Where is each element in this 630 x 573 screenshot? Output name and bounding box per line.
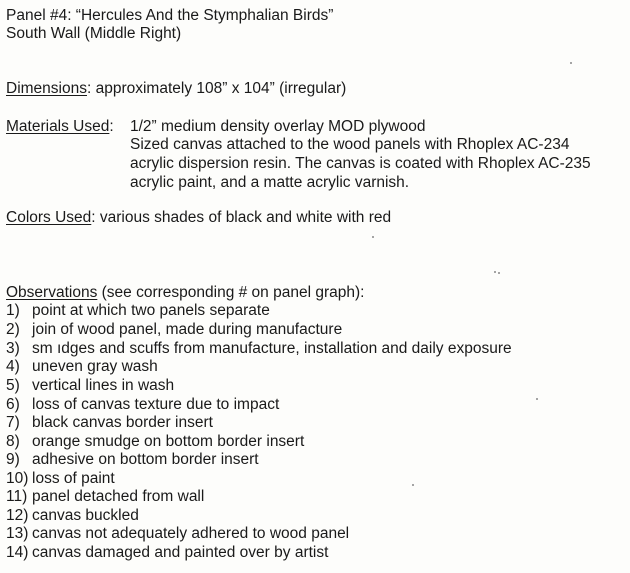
observation-item [6, 340, 512, 358]
scan-speck [412, 484, 414, 486]
observation-text: point at which two panels separate [32, 302, 270, 319]
observation-item [6, 377, 174, 395]
materials-line: Sized canvas attached to the wood panels with Rhoplex AC-234 [130, 136, 570, 153]
observations-label: Observations [6, 284, 98, 301]
colors-line [6, 209, 391, 227]
observations-suffix: (see corresponding # on panel graph): [97, 284, 365, 301]
observation-number: 8) [6, 433, 20, 450]
materials-line: 1/2” medium density overlay MOD plywood [130, 118, 426, 135]
observation-number: 12) [6, 507, 29, 524]
observation-text: adhesive on bottom border insert [32, 451, 259, 468]
observation-item [6, 525, 349, 543]
scan-speck [494, 271, 496, 273]
observation-item [6, 302, 270, 320]
colors-label: Colors Used [6, 209, 92, 226]
observation-text: join of wood panel, made during manufacture [32, 321, 343, 338]
observation-text: orange smudge on bottom border insert [32, 433, 305, 450]
materials-label: Materials Used [6, 118, 110, 135]
observation-number: 2) [6, 321, 20, 338]
observation-item [6, 488, 204, 506]
observation-number: 11) [6, 488, 28, 505]
observation-text: canvas buckled [32, 507, 139, 524]
observation-text: canvas not adequately adhered to wood panel [32, 525, 350, 542]
materials-colon: : [109, 118, 114, 135]
observation-text: loss of paint [32, 470, 115, 487]
observation-number: 9) [6, 451, 20, 468]
observation-item [6, 396, 279, 414]
observation-item [6, 414, 213, 432]
dimensions-value: : approximately 108” x 104” (irregular) [86, 80, 347, 97]
colors-value: : various shades of black and white with red [91, 209, 392, 226]
observation-item [6, 470, 115, 488]
materials-line: acrylic dispersion resin. The canvas is coated with Rhoplex AC-235 [130, 155, 591, 172]
observation-text: uneven gray wash [32, 358, 158, 375]
scan-speck [498, 272, 500, 274]
observation-item [6, 321, 342, 339]
observation-number: 1) [6, 302, 20, 319]
observation-item [6, 358, 158, 376]
observation-text: vertical lines in wash [32, 377, 175, 394]
observation-item [6, 507, 139, 525]
observation-number: 10) [6, 470, 29, 487]
dimensions-line [6, 80, 346, 98]
observation-item [6, 544, 328, 562]
observation-text: sm ıdges and scuffs from manufacture, installation and daily exposure [32, 340, 512, 357]
panel-title: Panel #4: “Hercules And the Stymphalian Birds” [6, 7, 334, 24]
observation-text: loss of canvas texture due to impact [32, 396, 280, 413]
observation-number: 7) [6, 414, 20, 431]
observation-number: 6) [6, 396, 20, 413]
scan-speck [536, 398, 538, 400]
observation-number: 13) [6, 525, 29, 542]
observations-heading [6, 284, 364, 302]
observation-text: black canvas border insert [32, 414, 213, 431]
observation-item [6, 433, 304, 451]
materials-heading [6, 118, 114, 136]
observation-number: 5) [6, 377, 20, 394]
materials-line: acrylic paint, and a matte acrylic varnish. [130, 174, 410, 191]
panel-location: South Wall (Middle Right) [6, 25, 182, 42]
observation-number: 3) [6, 340, 20, 357]
observation-item [6, 451, 259, 469]
scan-speck [372, 236, 374, 238]
observation-number: 4) [6, 358, 20, 375]
scan-speck [570, 62, 572, 64]
observation-number: 14) [6, 544, 29, 561]
observation-text: canvas damaged and painted over by artist [32, 544, 329, 561]
dimensions-label: Dimensions [6, 80, 87, 97]
observation-text: panel detached from wall [32, 488, 205, 505]
